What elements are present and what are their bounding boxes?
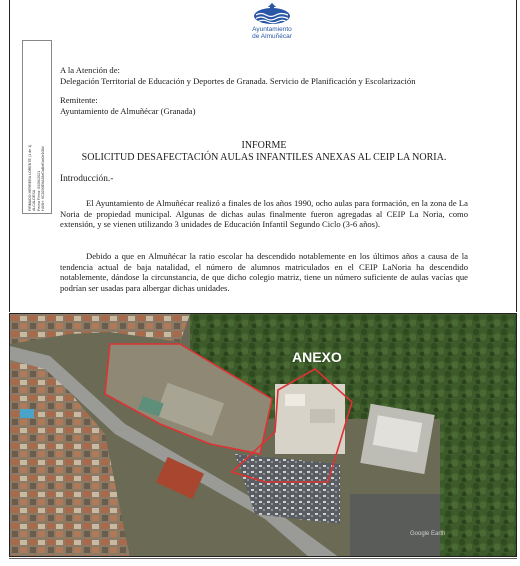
- map-watermark: Google Earth: [410, 531, 446, 537]
- recipient-name: Delegación Territorial de Educación y Deportes de Granada. Servicio de Planificación y Escolarización: [60, 75, 416, 86]
- sender-name: Ayuntamiento de Almuñécar (Granada): [60, 105, 196, 116]
- signature-stamp: [22, 40, 52, 214]
- aerial-photo: [9, 313, 517, 557]
- annex-roof-1: [285, 394, 305, 406]
- bottom-divider: [9, 558, 517, 559]
- stamp-line: FIRMADO HERRERA LORENTE (1 de 1): [28, 144, 33, 211]
- report-title: INFORME: [241, 140, 287, 151]
- aerial-map: [10, 314, 517, 557]
- sender-block: [60, 95, 468, 116]
- paragraph-1: El Ayuntamiento de Almuñécar realizó a finales de los años 1990, ocho aulas para formación, en la zona de La Noria de propiedad municipal. Algunas de dichas aulas finalmente fueron agregadas al CEIP La Noria, como extensión, y se vienen utilizando 3 unidades de Educación Infantil Segundo Ciclo (3-6 años).: [60, 198, 468, 229]
- stamp-line: ALCALDESA: [32, 189, 37, 211]
- crest-icon: [253, 2, 291, 26]
- annex-label: ANEXO: [292, 349, 342, 365]
- recipient-block: [60, 65, 468, 86]
- bottom-building: [350, 494, 440, 557]
- annex-roof-2: [310, 409, 335, 423]
- logo-line-2: de Almuñécar: [252, 33, 292, 40]
- sender-label: Remitente:: [60, 95, 98, 105]
- intro-heading: Introducción.-: [60, 174, 114, 184]
- woodland-lower-right: [440, 409, 517, 557]
- report-subtitle: SOLICITUD DESAFECTACIÓN AULAS INFANTILES ANEXAS AL CEIP LA NORIA.: [81, 152, 447, 163]
- paragraph-2: Debido a que en Almuñécar la ratio escolar ha descendido notablemente en los últimos años a causa de la tendencia actual de baja natalidad, el número de alumnos matriculados en el CEIP LaNoria ha descendido notablemente, dándose la circunstancia, de que dicho colegio matriz, tiene un número suficiente de aulas vacías que podrían ser usadas para albergar dichas unidades.: [60, 251, 468, 293]
- document-page: [9, 0, 517, 312]
- stamp-line: Fecha Firma: 03/06/2021: [37, 170, 41, 211]
- recipient-label: A la Atención de:: [60, 65, 120, 75]
- logo-line-1: Ayuntamiento: [252, 26, 292, 33]
- stamp-line: HASH: 6C8200E6A38eDaBeEac0e108d: [41, 146, 46, 211]
- pool: [20, 409, 34, 418]
- city-logo: [232, 2, 312, 40]
